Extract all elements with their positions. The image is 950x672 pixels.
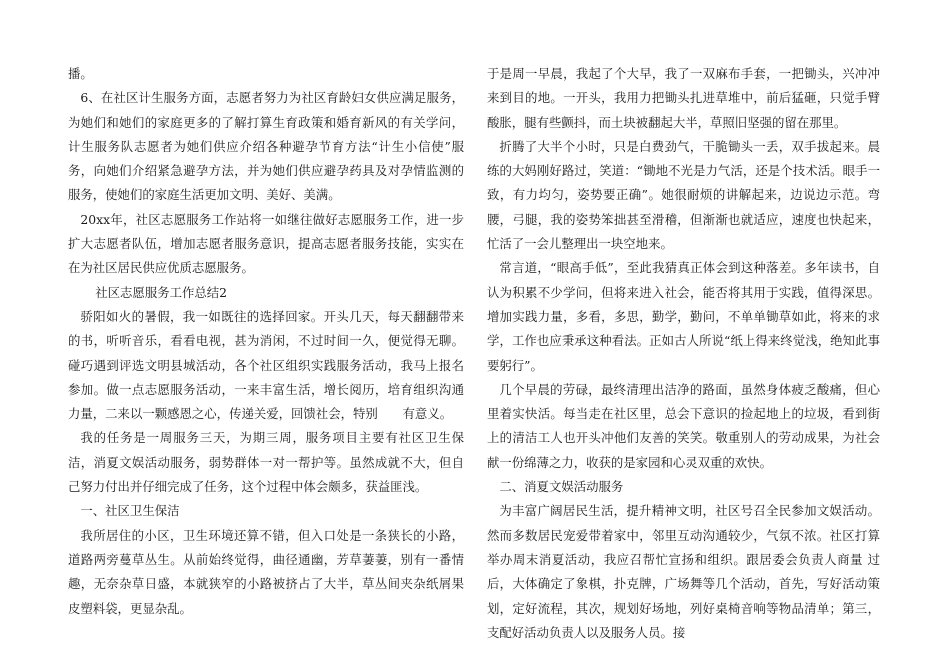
right-paragraph: 二、消夏文娱活动服务 (499, 479, 624, 495)
right-paragraph: 于是周一早晨，我起了个大早，我了一双麻布手套，一把锄头，兴冲冲来到目的地。一开头，我用力把锄头扎进草堆中，前后猛砸，只觉手臂酸胀，腿有些颤抖，而土块被翻起大半，草照旧坚强的留在那里。 (487, 66, 880, 130)
left-paragraph: 骄阳如火的暑假，我一如既往的选择回家。开头几天，每天翻翻带来的书，听听音乐，看看电视，甚为消闲，不过时间一久，便觉得无聊。碰巧遇到评选文明县城活动，各个社区组织实践服务活动，我马上报名参加。做一点志愿服务活动，一来丰富生活，增长阅历，培育组织沟通力量，二来以一颗感恩之心，传递关爱，回馈社会，特别 有意义。 (68, 308, 464, 422)
right-paragraph: 几个早晨的劳碌，最终清理出洁净的路面，虽然身体疲乏酸痛，但心里着实快活。每当走在社区里，总会下意识的捡起地上的垃圾，看到街上的清洁工人也开头冲他们友善的笑笑。敬重别人的劳动成果，为社会献一份绵薄之力，收获的是家园和心灵双重的欢快。 (487, 381, 880, 470)
left-paragraph: 6、在社区计生服务方面，志愿者努力为社区育龄妇女供应满足服务，为她们和她们的家庭更多的了解打算生育政策和婚育新风的有关学问，计生服务队志愿者为她们供应介绍各种避孕节育方法“计生小信使”服务，向她们介绍紧急避孕方法，并为她们供应避孕药具及对孕情监测的服务，使她们的家庭生活更加文明、美好、美满。 (68, 90, 464, 203)
left-paragraph: 我所居住的小区，卫生环境还算不错，但入口处是一条狭长的小路，道路两旁蔓草丛生。从前始终觉得，曲径通幽，芳草萋萋，别有一番情趣，无奈杂草日盛，本就狭窄的小路被挤占了大半，草丛间夹杂纸屑果皮塑料袋，更显杂乱。 (68, 527, 464, 616)
right-column (487, 62, 880, 645)
left-paragraph: 一、社区卫生保洁 (80, 503, 180, 519)
right-paragraph: 常言道，“眼高手低”，至此我猜真正体会到这种落差。多年读书，自认为积累不少学问，但将来进入社会，能否将其用于实践，值得深思。增加实践力量，多看，多思，勤学，勤问，不单单锄草如此，将来的求学，工作也应秉承这种看法。正如古人所说“纸上得来终觉浅，绝知此事要躬行”。 (487, 260, 880, 373)
left-column (68, 62, 464, 621)
right-paragraph: 为丰富广阔居民生活，提升精神文明，社区号召全民参加文娱活动。然而多数居民宠爱带着家中，邻里互动沟通较少，气氛不浓。社区打算举办周末消夏活动，我应召帮忙宣扬和组织。跟居委会负责人商量 过后，大体确定了象棋，扑克牌，广场舞等几个活动，首先，写好活动策划，定好流程，其次，规划好场地，列好桌椅音响等物品清单；第三，支配好活动负责人以及服务人员。接 (487, 503, 880, 640)
left-paragraph: 20xx年，社区志愿服务工作站将一如继往做好志愿服务工作，进一步扩大志愿者队伍，增加志愿者服务意识，提高志愿者服务技能，实实在在为社区居民供应优质志愿服务。 (68, 211, 464, 276)
section-title: 社区志愿服务工作总结2 (95, 284, 228, 300)
left-paragraph: 我的任务是一周服务三天，为期三周，服务项目主要有社区卫生保洁，消夏文娱活动服务，弱势群体一对一帮护等。虽然成就不大，但自己努力付出并仔细完成了任务，这个过程中体会颇多，获益匪浅。 (68, 430, 464, 495)
right-paragraph: 折腾了大半个小时，只是白费劲气，干脆锄头一丢，双手拔起来。晨练的大妈刚好路过，笑道：“锄地不光是力气活，还是个技术活。眼手一致，有力均匀，姿势要正确”。她很耐烦的讲解起来，边说边示范。弯腰，弓腿，我的姿势笨拙甚至滑稽，但渐渐也就适应，速度也快起来，忙活了一会儿整理出一块空地来。 (487, 138, 880, 252)
left-paragraph: 播。 (68, 66, 93, 81)
